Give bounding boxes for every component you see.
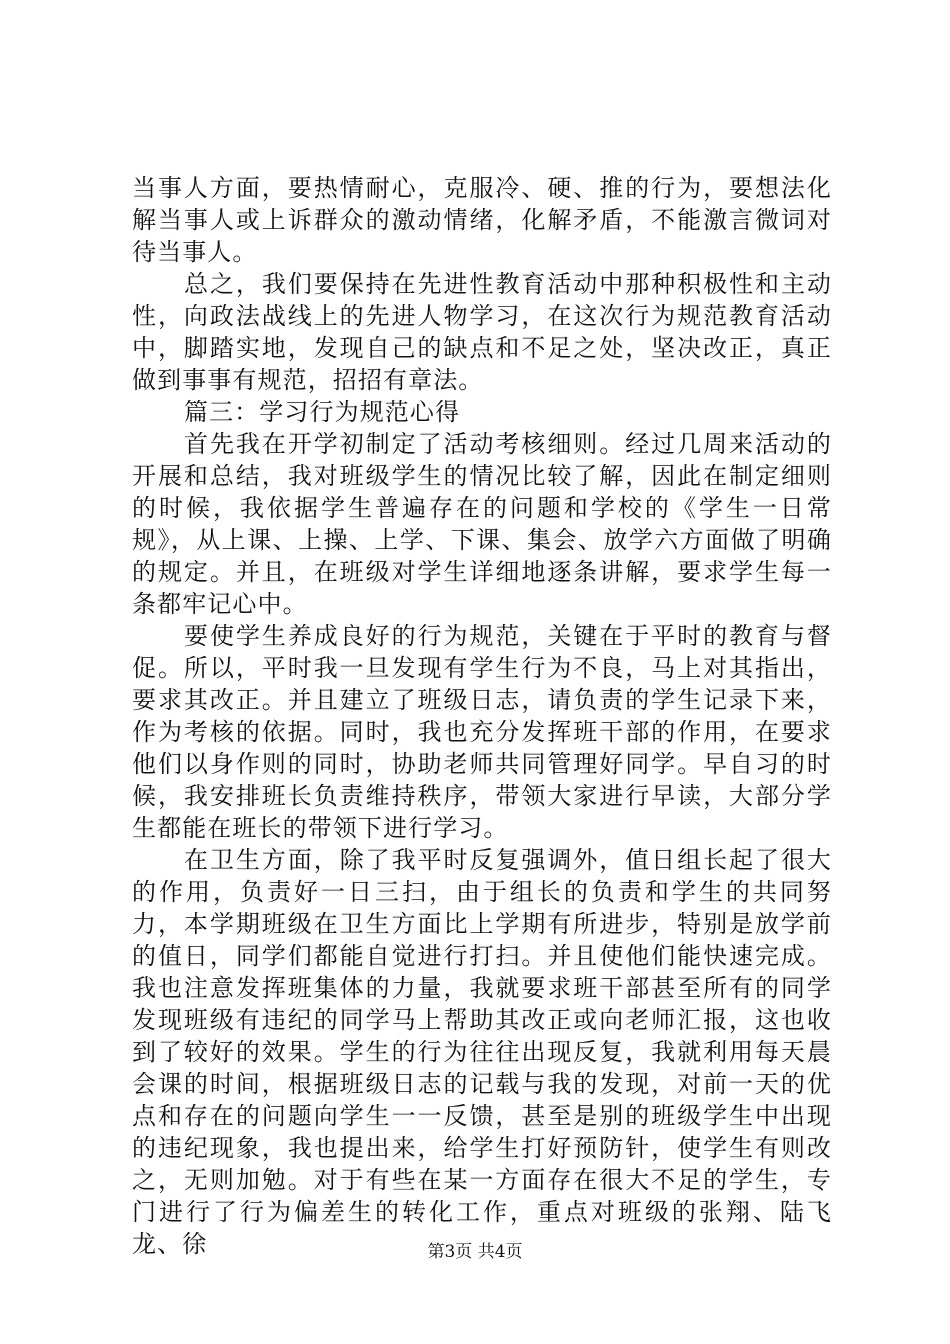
page-footer: 第3页 共4页	[427, 1242, 523, 1262]
paragraph-continuation: 当事人方面，要热情耐心，克服冷、硬、推的行为，要想法化解当事人或上诉群众的激动情绪，化解矛盾，不能激言微词对待当事人。	[132, 174, 832, 266]
document-body	[132, 172, 832, 1260]
paragraph-assessment-rules: 首先我在开学初制定了活动考核细则。经过几周来活动的开展和总结，我对班级学生的情况比较了解，因此在制定细则的时候，我依据学生普遍存在的问题和学校的《学生一日常规》，从上课、上操、上学、下课、集会、放学六方面做了明确的规定。并且，在班级对学生详细地逐条讲解，要求学生每一条都牢记心中。	[132, 430, 832, 618]
paragraph-summary: 总之，我们要保持在先进性教育活动中那种积极性和主动性，向政法战线上的先进人物学习，在这次行为规范教育活动中，脚踏实地，发现自己的缺点和不足之处，坚决改正，真正做到事事有规范，招招有章法。	[132, 270, 832, 394]
paragraph-daily-supervision: 要使学生养成良好的行为规范，关键在于平时的教育与督促。所以，平时我一旦发现有学生行为不良，马上对其指出，要求其改正。并且建立了班级日志，请负责的学生记录下来，作为考核的依据。同时，我也充分发挥班干部的作用，在要求他们以身作则的同时，协助老师共同管理好同学。早自习的时候，我安排班长负责维持秩序，带领大家进行早读，大部分学生都能在班长的带领下进行学习。	[132, 622, 832, 842]
section-heading: 篇三：学习行为规范心得	[184, 398, 461, 426]
paragraph-hygiene: 在卫生方面，除了我平时反复强调外，值日组长起了很大的作用，负责好一日三扫，由于组长的负责和学生的共同努力，本学期班级在卫生方面比上学期有所进步，特别是放学前的值日，同学们都能自觉进行打扫。并且使他们能快速完成。我也注意发挥班集体的力量，我就要求班干部甚至所有的同学发现班级有违纪的同学马上帮助其改正或向老师汇报，这也收到了较好的效果。学生的行为往往出现反复，我就利用每天晨会课的时间，根据班级日志的记载与我的发现，对前一天的优点和存在的问题向学生一一反馈，甚至是别的班级学生中出现的违纪现象，我也提出来，给学生打好预防针，使学生有则改之，无则加勉。对于有些在某一方面存在很大不足的学生，专门进行了行为偏差生的转化工作，重点对班级的张翔、陆飞龙、徐	[132, 846, 832, 1258]
